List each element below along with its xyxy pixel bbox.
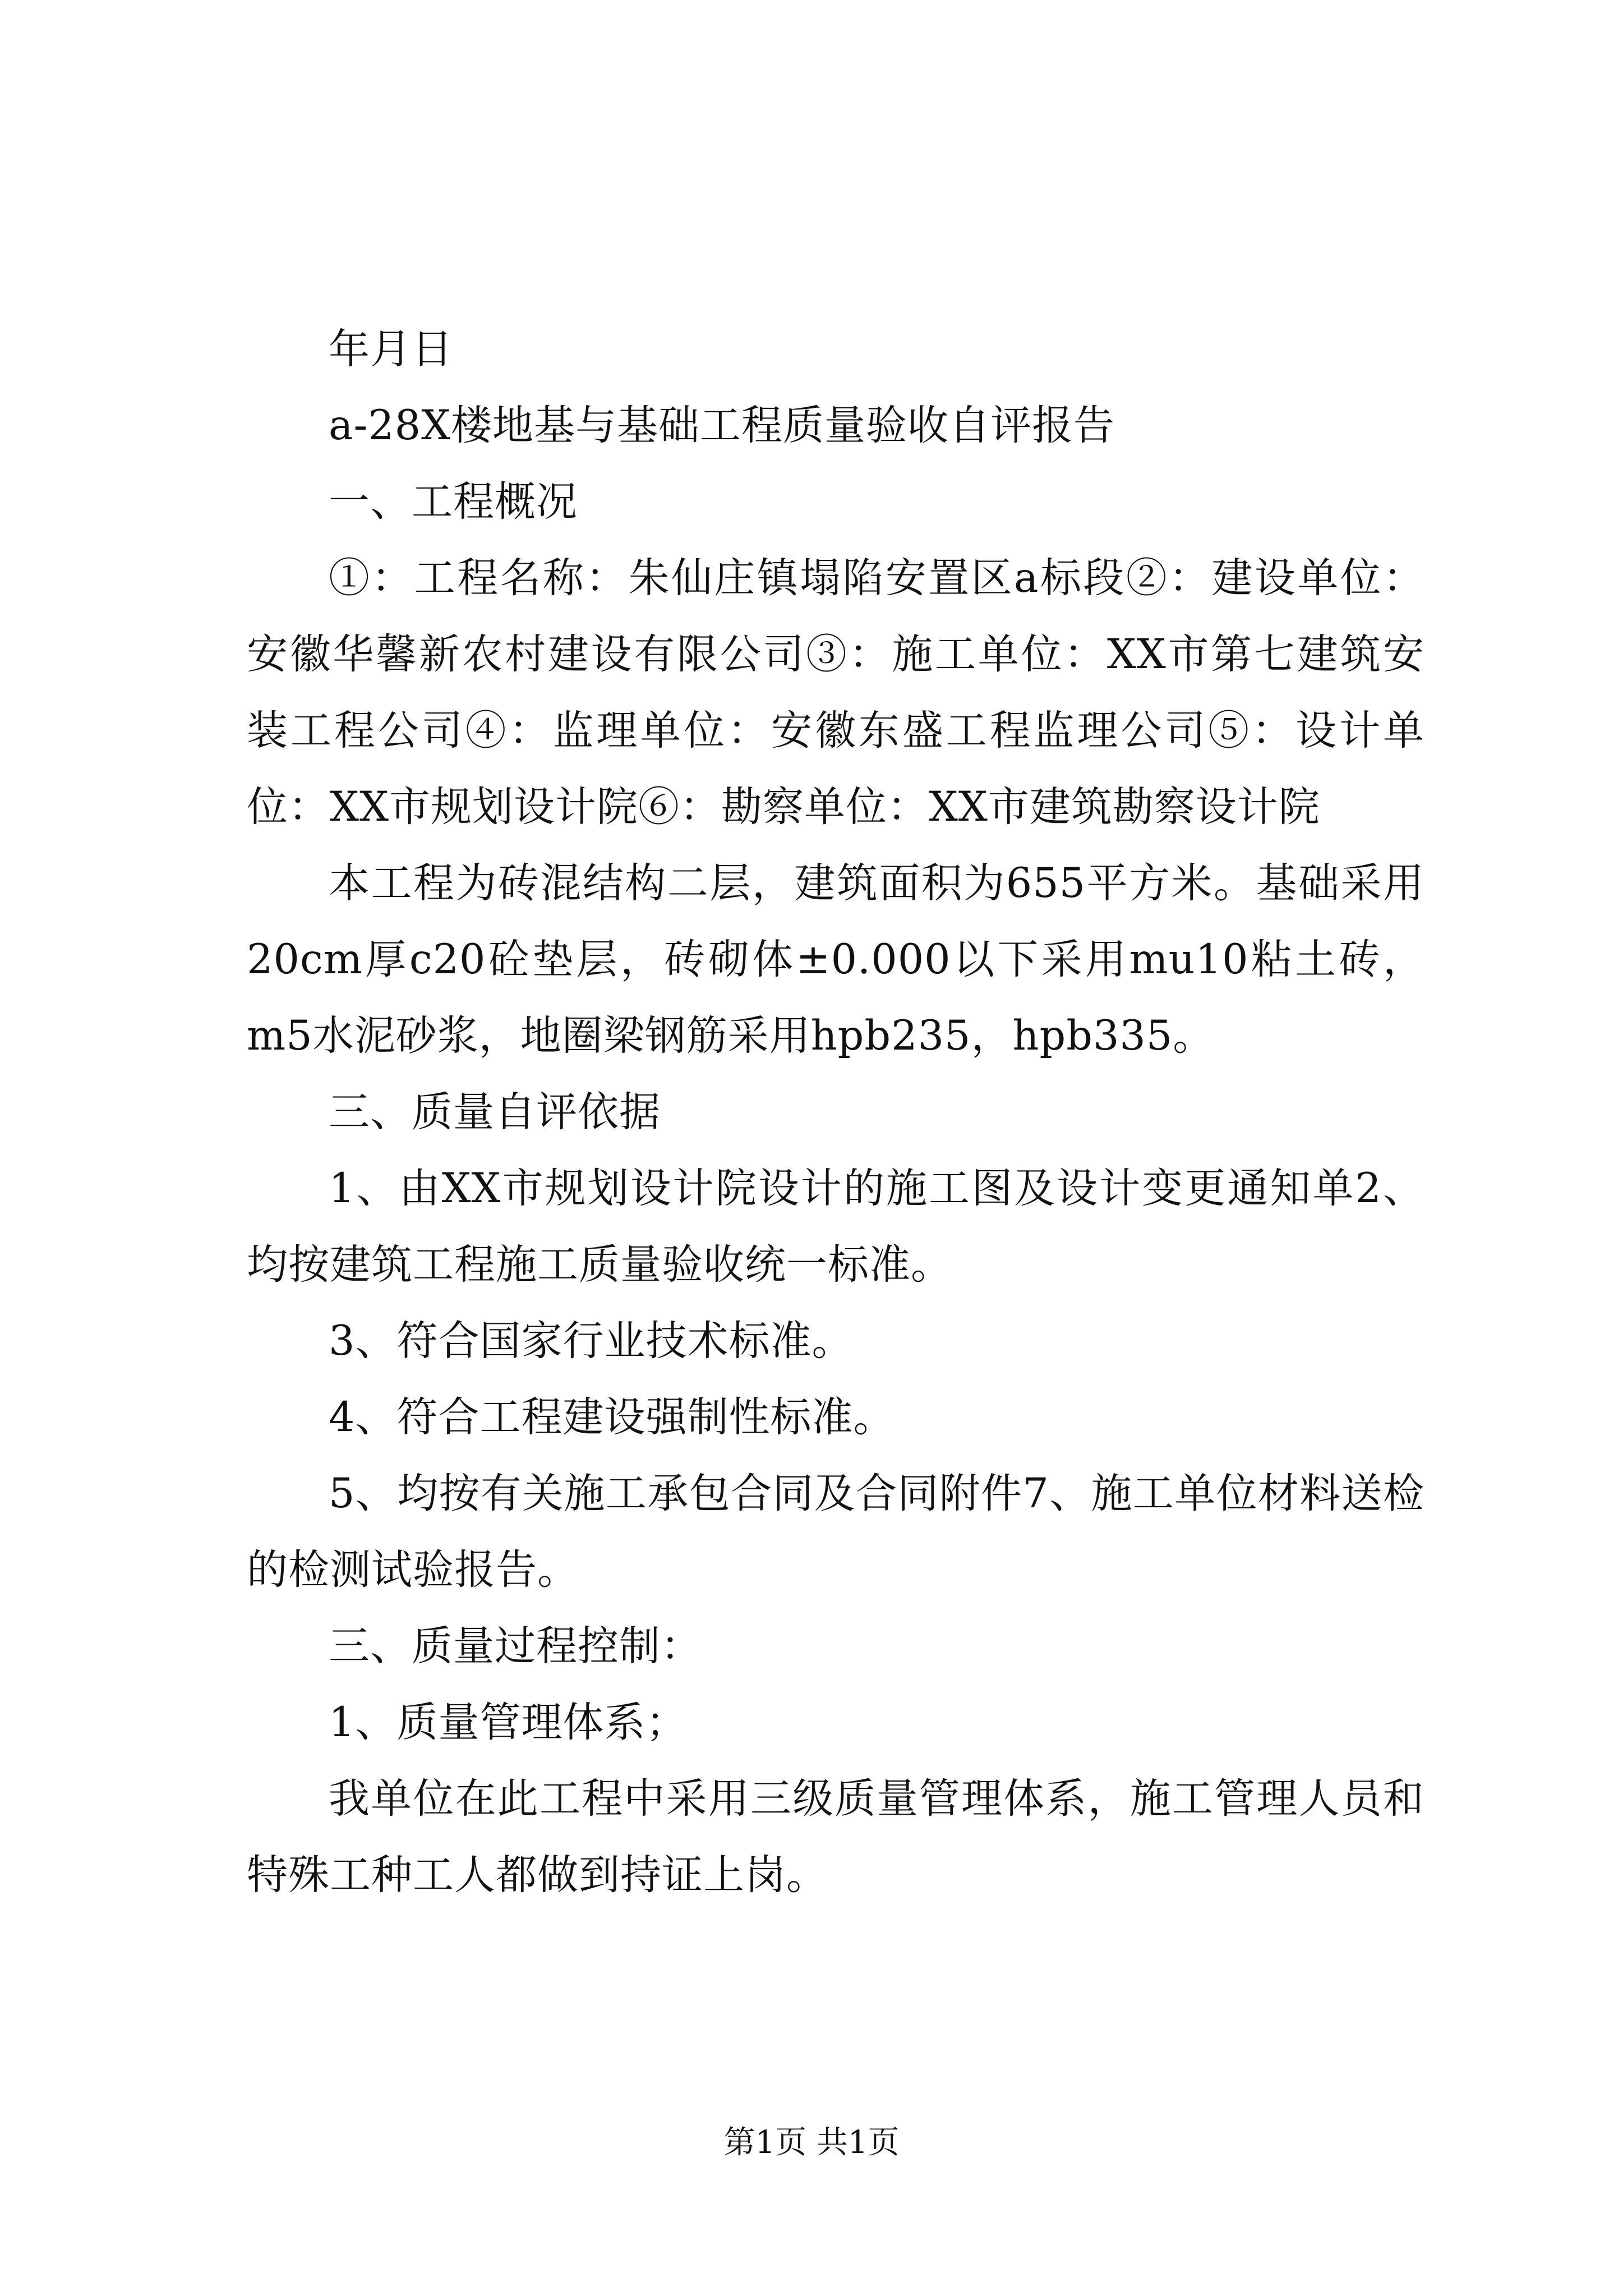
date-line: 年月日 xyxy=(329,325,453,373)
section-heading-process-control: 三、质量过程控制： xyxy=(329,1622,702,1670)
section-heading-overview: 一、工程概况 xyxy=(329,478,578,526)
subheading-quality-system: 1、质量管理体系； xyxy=(329,1699,688,1746)
basis-item-5-7: 5、均按有关施工承包合同及合同附件7、施工单位材料送检的检测试验报告。 xyxy=(247,1470,1424,1594)
section-heading-basis: 三、质量自评依据 xyxy=(329,1088,661,1136)
report-title: a-28X楼地基与基础工程质量验收自评报告 xyxy=(329,402,1115,449)
basis-item-3: 3、符合国家行业技术标准。 xyxy=(329,1317,854,1365)
quality-system-paragraph: 我单位在此工程中采用三级质量管理体系，施工管理人员和特殊工种工人都做到持证上岗。 xyxy=(247,1775,1424,1899)
project-description-paragraph: 本工程为砖混结构二层，建筑面积为655平方米。基础采用20cm厚c20砼垫层，砖砌体±0.000以下采用mu10粘土砖，m5水泥砂浆，地圈梁钢筋采用hpb235，hpb335。 xyxy=(247,859,1424,1060)
basis-item-1-2: 1、由XX市规划设计院设计的施工图及设计变更通知单2、均按建筑工程施工质量验收统一标准。 xyxy=(247,1165,1424,1289)
page-footer: 第1页 共1页 xyxy=(723,2124,900,2161)
project-units-paragraph: ①：工程名称：朱仙庄镇塌陷安置区a标段②：建设单位：安徽华馨新农村建设有限公司③：施工单位：XX市第七建筑安装工程公司④：监理单位：安徽东盛工程监理公司⑤：设计单位：XX市规划设计院⑥：勘察单位：XX市建筑勘察设计院 xyxy=(247,554,1424,831)
document-body xyxy=(247,311,1424,1913)
basis-item-4: 4、符合工程建设强制性标准。 xyxy=(329,1393,895,1441)
